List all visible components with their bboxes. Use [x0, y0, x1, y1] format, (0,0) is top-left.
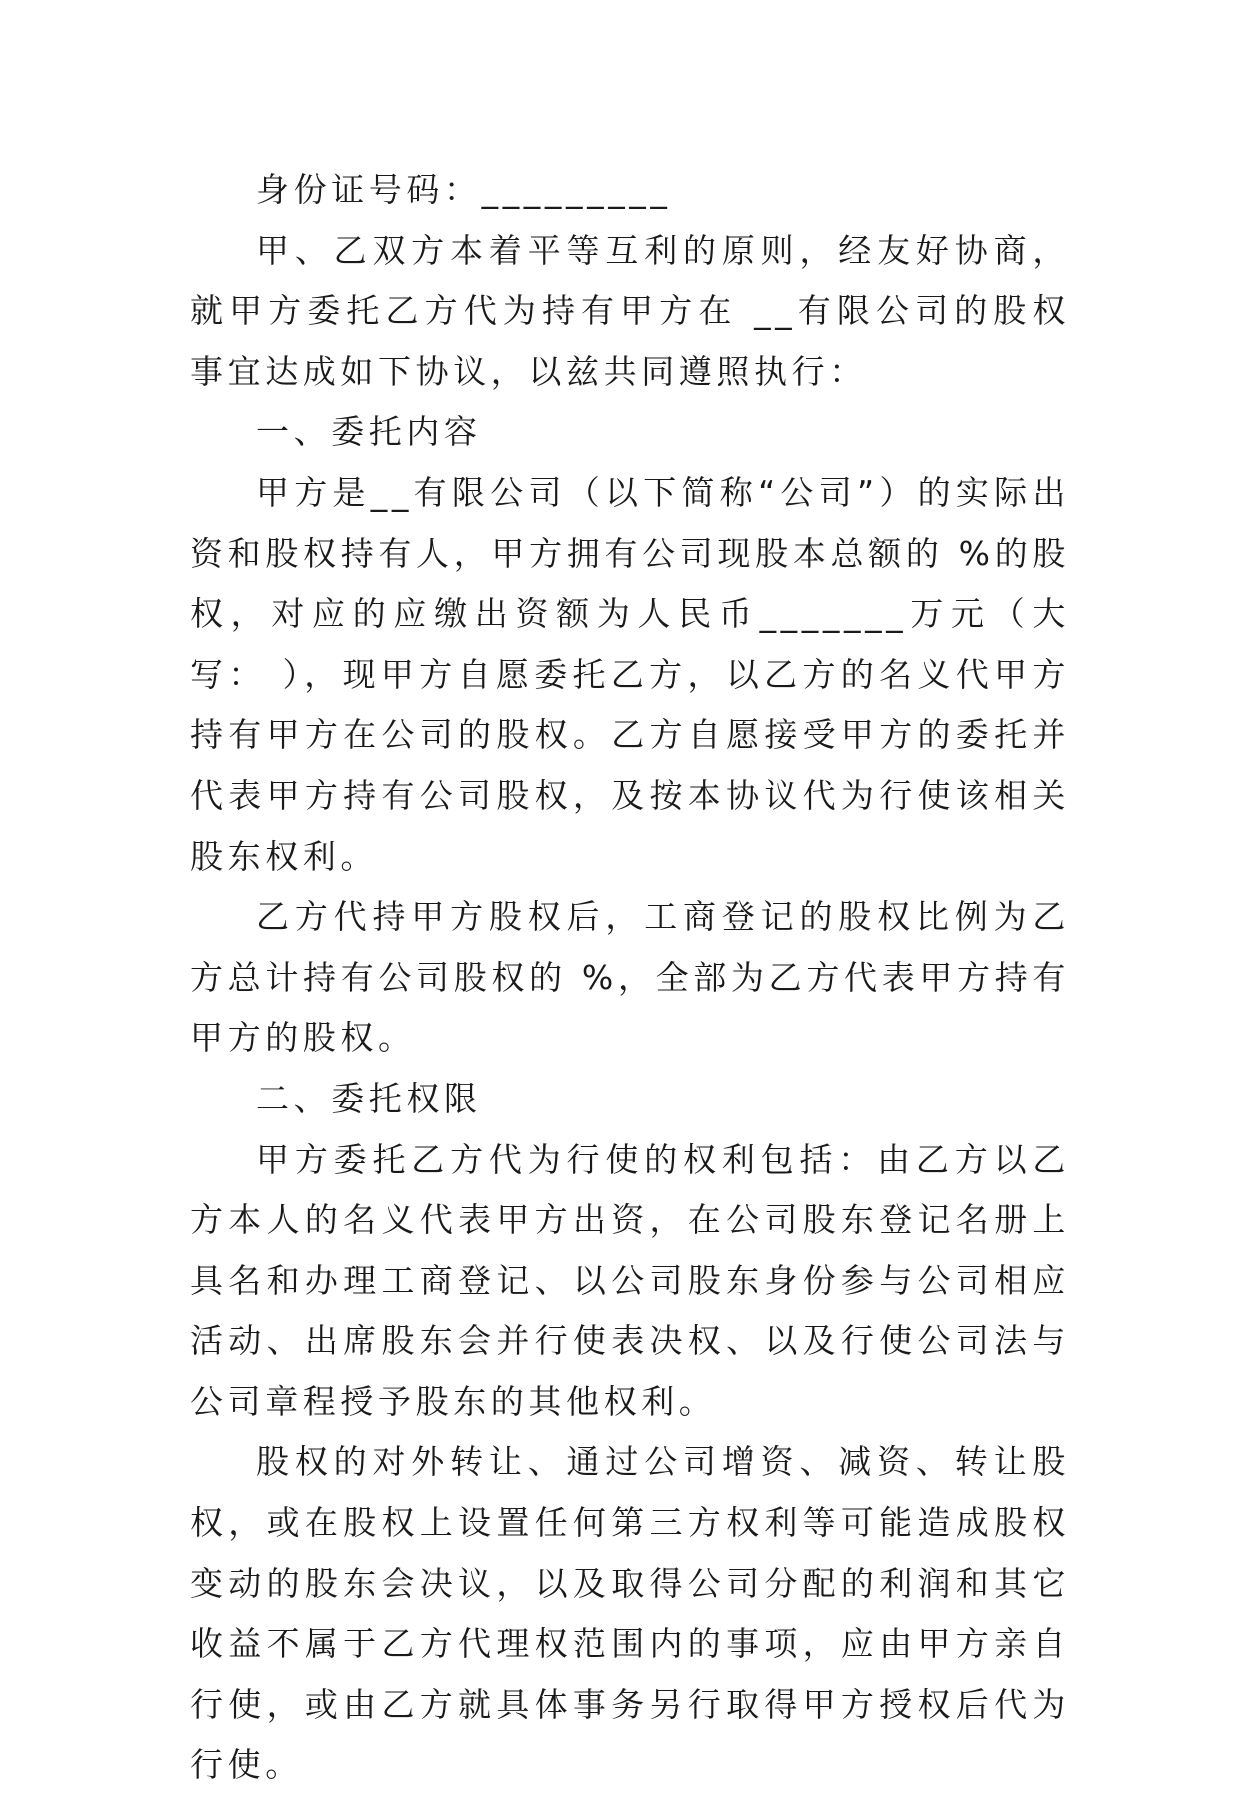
id-number-line: 身份证号码：_________ [256, 170, 672, 209]
document-body [190, 160, 1070, 1796]
entrustment-content-paragraph: 甲方是__有限公司（以下简称“公司”）的实际出资和股权持有人，甲方拥有公司现股本总额的 %的股权，对应的应缴出资额为人民币_______万元（大写： ），现甲方自愿委托乙方，以乙方的名义代甲方持有甲方在公司的股权。乙方自愿接受甲方的委托并代表甲方持有公司股权，及按本协议代为行使该相关股东权利。 [190, 472, 1070, 876]
section-heading-entrustment-content: 一、委托内容 [256, 412, 482, 452]
entrusted-rights-paragraph: 甲方委托乙方代为行使的权利包括：由乙方以乙方本人的名义代表甲方出资，在公司股东登记名册上具名和办理工商登记、以公司股东身份参与公司相应活动、出席股东会并行使表决权、以及行使公司法与公司章程授予股东的其他权利。 [190, 1139, 1070, 1421]
section-heading-entrustment-authority: 二、委托权限 [256, 1078, 482, 1118]
excluded-matters-paragraph: 股权的对外转让、通过公司增资、减资、转让股权，或在股权上设置任何第三方权利等可能造成股权变动的股东会决议，以及取得公司分配的利润和其它收益不属于乙方代理权范围内的事项，应由甲方亲自行使，或由乙方就具体事务另行取得甲方授权后代为行使。 [190, 1442, 1070, 1785]
shareholding-ratio-paragraph: 乙方代持甲方股权后，工商登记的股权比例为乙方总计持有公司股权的 %，全部为乙方代表甲方持有甲方的股权。 [190, 897, 1070, 1058]
preamble-paragraph: 甲、乙双方本着平等互利的原则，经友好协商，就甲方委托乙方代为持有甲方在 __有限公司的股权事宜达成如下协议，以兹共同遵照执行： [190, 230, 1070, 391]
